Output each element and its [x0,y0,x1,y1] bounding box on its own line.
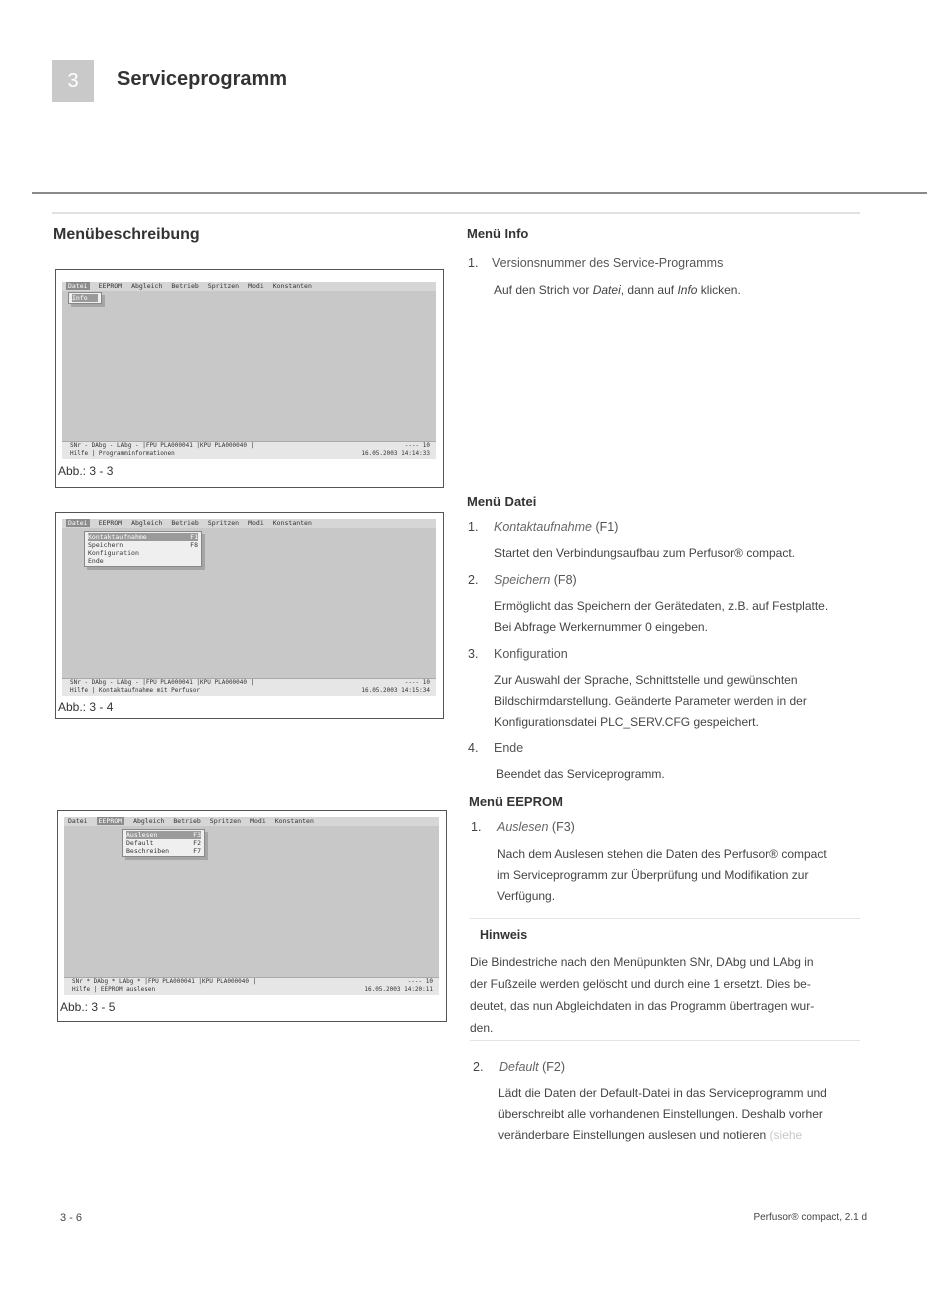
status-line-1: SNr - DAbg - LAbg - |FPU PLA000041 |KPU PLA000040 | [70,679,255,686]
menu-eeprom: EEPROM [98,282,123,290]
status-line-2: Hilfe | Programminformationen [70,450,175,457]
menu-modi: Modi [250,817,266,825]
screenshot-screen [62,282,436,459]
menu-info-item-number: 1. [468,256,479,270]
menu-datei-heading: Menü Datei [467,494,537,509]
menu-datei: Datei [68,519,88,527]
section-title: Menübeschreibung [53,226,200,243]
menu-datei-item-description: Beendet das Serviceprogramm. [496,767,665,781]
menu-abgleich: Abgleich [131,519,163,527]
menu-konstanten: Konstanten [272,282,312,290]
menu-datei-item-number: 2. [468,573,479,587]
dropdown-item: Beschreiben F7 [126,847,201,855]
dropdown-item: Konfiguration [88,549,139,557]
menu-betrieb: Betrieb [171,282,199,290]
faded-continuation: (siehe [769,1128,803,1142]
menu-info-heading: Menü Info [467,226,529,241]
screenshot-figure-3-3 [55,269,444,488]
menu-betrieb: Betrieb [171,519,199,527]
menu-datei-item-label: Ende [494,741,524,755]
menu-konstanten: Konstanten [274,817,314,825]
status-line-2: Hilfe | EEPROM auslesen [72,986,156,993]
menu-datei-item-label: Speichern (F8) [494,573,577,587]
menu-eeprom-item-label: Default (F2) [499,1060,565,1074]
status-line-1: SNr * DAbg * LAbg * |FPU PLA000041 |KPU PLA000040 | [72,978,257,985]
screenshot-menubar [62,519,436,528]
dropdown-item: Default F2 [126,839,201,847]
menu-datei-item-number: 3. [468,647,479,661]
figure-caption: Abb.: 3 - 3 [58,464,114,478]
page-number: 3 - 6 [60,1212,83,1224]
screenshot-statusbar [62,678,436,696]
menu-datei-item-description: Startet den Verbindungsaufbau zum Perfusor® compact. [494,546,796,560]
header-rule [32,192,927,194]
menu-eeprom-item-description: Lädt die Daten der Default-Datei in das Serviceprogramm und überschreibt alle vorhandenen Einstellungen. Deshalb vorher veränderbare Einstellungen auslesen und notieren (siehe [498,1086,827,1142]
status-right: ---- 10 16.05.2003 14:15:34 [361,679,430,694]
hinweis-heading: Hinweis [480,928,528,942]
menu-datei: Datei [68,817,88,825]
screenshot-menubar [64,817,439,826]
status-right: ---- 10 16.05.2003 14:14:33 [361,442,430,457]
screenshot-statusbar [64,977,439,995]
hinweis-separator-bottom [470,1040,860,1041]
menu-info-instruction: Auf den Strich vor Datei, dann auf Info klicken. [494,283,741,297]
menu-eeprom-heading: Menü EEPROM [469,794,563,809]
dropdown-item: Ende [88,557,104,565]
menu-datei-item-description: Zur Auswahl der Sprache, Schnittstelle und gewünschten Bildschirmdarstellung. Geänderte Parameter werden in der Konfigurationsdatei PLC_SERV.CFG gespeichert. [494,673,807,729]
menu-modi: Modi [248,282,264,290]
figure-caption: Abb.: 3 - 5 [60,1000,116,1014]
section-rule [52,212,860,214]
menu-datei-item-label: Kontaktaufnahme (F1) [494,520,619,534]
menu-eeprom-item-label: Auslesen (F3) [497,820,575,834]
menu-betrieb: Betrieb [173,817,201,825]
menu-eeprom-item-number: 1. [471,820,482,834]
chapter-number-box [52,60,94,102]
status-line-1: SNr - DAbg - LAbg - |FPU PLA000041 |KPU PLA000040 | [70,442,255,449]
screenshot-dropdown [68,292,102,304]
hinweis-text: Die Bindestriche nach den Menüpunkten SNr, DAbg und LAbg in der Fußzeile werden gelöscht und durch eine 1 ersetzt. Dies be- deutet, das nun Abgleichdaten in das Programm übertragen wur- den. [470,955,815,1035]
status-line-2: Hilfe | Kontaktaufnahme mit Perfusor [70,687,201,694]
chapter-title: Serviceprogramm [117,68,288,90]
screenshot-statusbar [62,441,436,459]
screenshot-dropdown [122,829,205,857]
screenshot-screen [64,817,439,995]
menu-eeprom: EEPROM [98,519,123,527]
menu-abgleich: Abgleich [133,817,165,825]
screenshot-screen [62,519,436,696]
dropdown-item: Speichern F8 [88,541,198,549]
menu-spritzen: Spritzen [207,519,240,527]
screenshot-menubar [62,282,436,291]
screenshot-figure-3-4 [55,512,444,719]
menu-spritzen: Spritzen [209,817,242,825]
menu-info-item-label: Versionsnummer des Service-Programms [492,256,724,270]
screenshot-dropdown [84,531,202,567]
footer-product: Perfusor® compact, 2.1 d [753,1212,867,1223]
menu-abgleich: Abgleich [131,282,163,290]
menu-eeprom-item-number: 2. [473,1060,484,1074]
chapter-number: 3 [67,69,79,92]
menu-eeprom: EEPROM [98,817,123,825]
menu-modi: Modi [248,519,264,527]
dropdown-item: Kontaktaufnahme F1 [88,533,198,541]
menu-eeprom-item-description: Nach dem Auslesen stehen die Daten des Perfusor® compact im Serviceprogramm zur Überprüfung und Modifikation zur Verfügung. [497,847,827,903]
dropdown-item: Info [72,294,98,302]
menu-spritzen: Spritzen [207,282,240,290]
figure-caption: Abb.: 3 - 4 [58,700,114,714]
menu-datei-item-number: 1. [468,520,479,534]
screenshot-figure-3-5 [57,810,447,1022]
menu-datei-item-number: 4. [468,741,479,755]
menu-datei-item-label: Konfiguration [494,647,568,661]
menu-konstanten: Konstanten [272,519,312,527]
hinweis-separator-top [470,918,860,919]
menu-datei-item-description: Ermöglicht das Speichern der Gerätedaten, z.B. auf Festplatte. Bei Abfrage Werkernummer 0 eingeben. [494,599,829,634]
status-right: ---- 10 16.05.2003 14:20:11 [364,978,433,993]
menu-datei: Datei [68,282,88,290]
dropdown-item: Auslesen F3 [126,831,201,839]
